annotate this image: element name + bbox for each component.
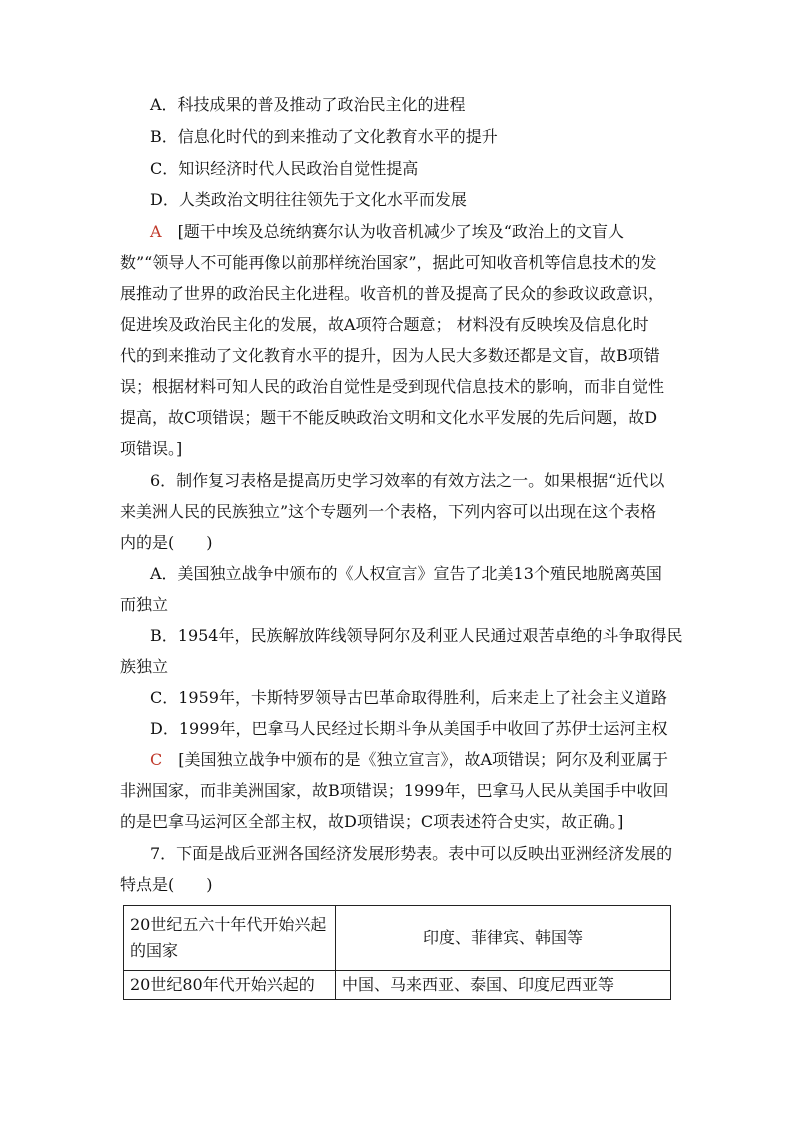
q6-stem-line: 6．制作复习表格是提高历史学习效率的有效方法之一。如果根据“近代以 [150,471,665,490]
q6-option-a: A．美国独立战争中颁布的《人权宣言》宣告了北美13个殖民地脱离英国 [150,564,662,583]
q6-option-a-cont: 而独立 [120,595,169,614]
q5-answer-letter: A [150,222,162,241]
table-row [124,906,671,971]
q5-explanation-line: 项错误。] [120,439,183,458]
q5-explanation-line: 展推动了世界的政治民主化进程。收音机的普及提高了民众的参政议政意识， [120,284,665,303]
q6-option-d: D．1999年，巴拿马人民经过长期斗争从美国手中收回了苏伊士运河主权 [150,719,668,738]
table-row [124,971,671,1000]
table-cell [124,906,336,971]
q6-explanation-text: [美国独立战争中颁布的是《独立宣言》，故A项错误；阿尔及利亚属于 [178,750,669,769]
q6-stem-line: 内的是( ) [120,533,213,552]
q6-option-c: C．1959年，卡斯特罗领导古巴革命取得胜利，后来走上了社会主义道路 [150,688,667,707]
q6-option-b-cont: 族独立 [120,657,169,676]
q5-explanation-line: 误；根据材料可知人民的政治自觉性是受到现代信息技术的影响，而非自觉性 [120,377,665,396]
q5-option-d: D．人类政治文明往往领先于文化水平而发展 [150,190,467,209]
q6-explanation-line: 的是巴拿马运河区全部主权，故D项错误；C项表述符合史实，故正确。] [120,812,624,831]
q6-answer-letter: C [150,750,163,769]
q5-explanation-line: 代的到来推动了文化教育水平的提升，因为人民大多数还都是文盲，故B项错 [120,346,660,365]
q7-stem-line: 特点是( ) [120,875,213,894]
q6-explanation-line [150,750,680,770]
table-cell-text: 20世纪五六十年代开始兴起的国家 [130,915,327,960]
q5-explanation-line: 提高，故C项错误；题干不能反映政治文明和文化水平发展的先后问题，故D [120,408,658,427]
table-cell-text: 印度、菲律宾、韩国等 [422,928,583,947]
table-cell-text: 中国、马来西亚、泰国、印度尼西亚等 [342,975,615,994]
q5-explanation-text: [题干中埃及总统纳赛尔认为收音机减少了埃及“政治上的文盲人 [177,222,624,241]
q5-option-a: A．科技成果的普及推动了政治民主化的进程 [150,95,466,114]
q6-option-b: B．1954年，民族解放阵线领导阿尔及利亚人民通过艰苦卓绝的斗争取得民 [150,626,683,645]
q5-explanation-line [150,222,680,242]
q5-explanation-line: 数”“领导人不可能再像以前那样统治国家”，据此可知收音机等信息技术的发 [120,253,657,272]
q7-stem-line: 7．下面是战后亚洲各国经济发展形势表。表中可以反映出亚洲经济发展的 [150,844,673,863]
q7-table [123,905,671,1000]
q5-option-b: B．信息化时代的到来推动了文化教育水平的提升 [150,127,498,146]
q5-option-c: C．知识经济时代人民政治自觉性提高 [150,159,419,178]
q6-stem-line: 来美洲人民的民族独立”这个专题列一个表格，下列内容可以出现在这个表格 [120,502,657,521]
table-cell-text: 20世纪80年代开始兴起的 [130,975,315,994]
q6-explanation-line: 非洲国家，而非美洲国家，故B项错误；1999年，巴拿马人民从美国手中收回 [120,781,669,800]
table-cell [336,906,671,971]
table-cell [336,971,671,1000]
table-cell [124,971,336,1000]
q5-explanation-line: 促进埃及政治民主化的发展，故A项符合题意； 材料没有反映埃及信息化时 [120,315,649,334]
